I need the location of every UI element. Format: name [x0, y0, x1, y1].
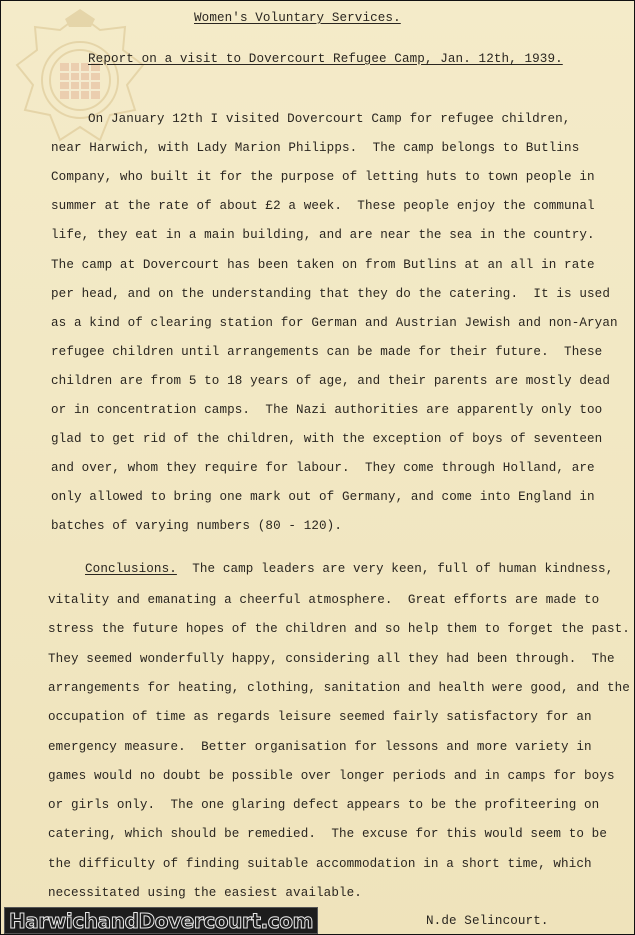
text-line: emergency measure. Better organisation for lessons and more variety in — [48, 739, 592, 754]
text-line: near Harwich, with Lady Marion Philipps. The camp belongs to Butlins — [51, 141, 580, 156]
text-line: per head, and on the understanding that they do the catering. It is used — [51, 286, 610, 301]
text-line: Company, who built it for the purpose of letting huts to town people in — [51, 170, 595, 185]
text-line: batches of varying numbers (80 - 120). — [51, 519, 342, 534]
text-line: or girls only. The one glaring defect appears to be the profiteering on — [48, 798, 600, 813]
text-line: The camp at Dovercourt has been taken on from Butlins at an all in rate — [51, 257, 595, 272]
text-line: children are from 5 to 18 years of age, and their parents are mostly dead — [51, 373, 610, 388]
text-line: refugee children until arrangements can be made for their future. These — [51, 344, 603, 359]
text-line: or in concentration camps. The Nazi authorities are apparently only too — [51, 403, 603, 417]
text-line: catering, which should be remedied. The excuse for this would seem to be — [48, 827, 607, 842]
text-line: occupation of time as regards leisure seemed fairly satisfactory for an — [48, 710, 592, 725]
site-watermark — [4, 907, 318, 934]
text-line: as a kind of clearing station for German and Austrian Jewish and non-Aryan — [51, 315, 618, 330]
text-line: vitality and emanating a cheerful atmosphere. Great efforts are made to — [48, 593, 600, 607]
text-line: life, they eat in a main building, and are near the sea in the country. — [51, 228, 595, 243]
text-line: glad to get rid of the children, with the exception of boys of seventeen — [51, 432, 603, 447]
text-line: only allowed to bring one mark out of Germany, and come into England in — [51, 490, 595, 505]
text-line: necessitated using the easiest available. — [48, 886, 362, 900]
document-title: Women's Voluntary Services. — [194, 11, 401, 25]
site-watermark-text: HarwichandDovercourt.com — [8, 908, 314, 933]
text-line: arrangements for heating, clothing, sanitation and health were good, and the — [48, 680, 630, 695]
text-line: and over, whom they require for labour. They come through Holland, are — [51, 461, 595, 476]
text-line: games would no doubt be possible over longer periods and in camps for boys — [48, 768, 615, 783]
conclusions-line — [85, 562, 613, 576]
conclusions-first-line: The camp leaders are very keen, full of human kindness, — [176, 562, 614, 576]
text-line: They seemed wonderfully happy, considering all they had been through. The — [48, 651, 615, 666]
document-subtitle: Report on a visit to Dovercourt Refugee Camp, Jan. 12th, 1939. — [88, 52, 563, 66]
text-line: stress the future hopes of the children and so help them to forget the past. — [48, 622, 630, 637]
text-line: summer at the rate of about £2 a week. These people enjoy the communal — [51, 199, 595, 214]
conclusions-label: Conclusions. — [85, 562, 177, 576]
text-line: the difficulty of finding suitable accommodation in a short time, which — [48, 856, 592, 871]
text-line: On January 12th I visited Dovercourt Camp for refugee children, — [88, 112, 571, 126]
signature: N.de Selincourt. — [426, 914, 549, 928]
